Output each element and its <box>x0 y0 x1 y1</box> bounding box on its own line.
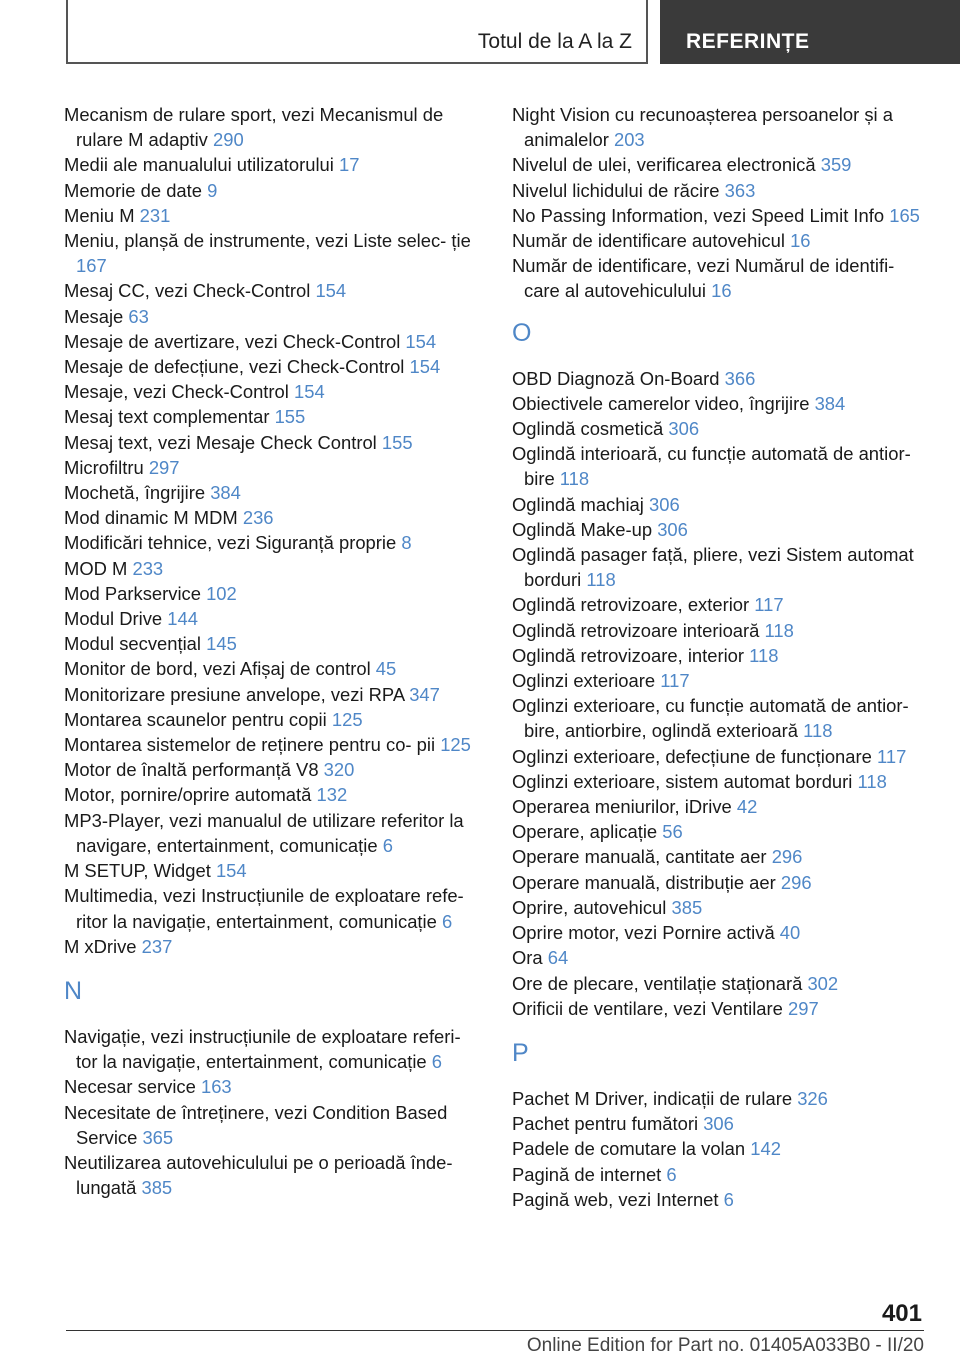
index-entry <box>512 618 932 643</box>
index-entry <box>512 416 932 441</box>
index-entry <box>512 996 932 1021</box>
index-entry-text: Mod dinamic M MDM <box>64 507 238 529</box>
index-column-right <box>512 102 932 1212</box>
index-page-link[interactable]: 125 <box>440 734 471 756</box>
index-entry-text: Oglindă retrovizoare interioară <box>512 619 760 641</box>
index-page-link[interactable]: 302 <box>807 972 839 994</box>
index-entry <box>512 441 932 491</box>
index-entry <box>64 178 484 203</box>
index-entry <box>64 530 484 555</box>
index-page-link[interactable]: 145 <box>206 633 237 655</box>
index-entry <box>64 782 484 807</box>
index-page-link[interactable]: 165 <box>889 204 920 226</box>
index-page-link[interactable]: 363 <box>724 179 756 201</box>
index-page-link[interactable]: 359 <box>820 154 852 176</box>
index-entry <box>512 744 932 769</box>
index-entry <box>512 1187 932 1212</box>
index-entry <box>64 606 484 631</box>
index-page-link[interactable]: 154 <box>215 860 247 882</box>
index-entry <box>64 505 484 530</box>
index-page-link[interactable]: 16 <box>790 230 811 252</box>
index-page-link[interactable]: 297 <box>148 456 180 478</box>
index-entry <box>512 492 932 517</box>
index-entry <box>64 707 484 732</box>
index-entry <box>512 971 932 996</box>
index-entry-text: Oglindă interioară, cu funcție automată de antior‐ bire <box>512 443 911 490</box>
chapter-title: Totul de la A la Z <box>477 30 632 53</box>
index-entry-text: Operare, aplicație <box>512 821 658 843</box>
index-entry-text: Nivelul de ulei, verificarea electronică <box>512 154 816 176</box>
index-entry-text: Oglinzi exterioare, cu funcție automată de antior‐ bire, antiorbire, oglindă exterioară <box>512 695 909 742</box>
index-entry-text: Oglindă Make-up <box>512 518 653 540</box>
index-page-link[interactable]: 320 <box>323 759 355 781</box>
index-entry-text: Mecanism de rulare sport, vezi Mecanismul de rulare M adaptiv <box>64 104 444 151</box>
index-page-link[interactable]: 306 <box>657 518 688 540</box>
index-entry <box>512 203 932 228</box>
index-entry-text: Monitorizare presiune anvelope, vezi RPA <box>64 683 405 705</box>
index-entry <box>64 757 484 782</box>
index-entry-text: Multimedia, vezi Instrucțiunile de exploatare refe‐ ritor la navigație, entertainment, comunicație <box>64 885 464 932</box>
index-page-link[interactable]: 290 <box>213 129 244 151</box>
index-entry-text: Oglindă cosmetică <box>512 418 664 440</box>
index-entry-text: Montarea scaunelor pentru copii <box>64 708 327 730</box>
index-entry <box>512 1162 932 1187</box>
index-entry-text: Medii ale manualului utilizatorului <box>64 154 334 176</box>
index-page-link[interactable]: 118 <box>764 619 794 641</box>
index-entry-text: Operare manuală, cantitate aer <box>512 846 767 868</box>
index-entry <box>512 819 932 844</box>
index-entry <box>64 1150 484 1200</box>
index-entry-text: Memorie de date <box>64 179 203 201</box>
index-entry-text: Meniu, planșă de instrumente, vezi Liste selec‐ ție <box>64 230 471 252</box>
index-page-link[interactable]: 117 <box>876 745 907 767</box>
index-entry <box>64 152 484 177</box>
index-entry <box>64 102 484 152</box>
index-page-link[interactable]: 347 <box>409 683 440 705</box>
index-entry <box>512 895 932 920</box>
index-page-link[interactable]: 6 <box>666 1163 677 1185</box>
index-entry <box>512 366 932 391</box>
index-entry-text: Modul Drive <box>64 608 163 630</box>
index-entry <box>512 542 932 592</box>
index-page-link[interactable]: 326 <box>797 1087 828 1109</box>
index-entry-text: Nivelul lichidului de răcire <box>512 179 720 201</box>
index-entry <box>512 228 932 253</box>
index-entry <box>64 404 484 429</box>
index-page-link[interactable]: 237 <box>141 935 173 957</box>
index-entry <box>512 769 932 794</box>
index-entry <box>64 934 484 959</box>
header-chapter-tab <box>66 0 648 64</box>
index-entry-text: Oprire, autovehicul <box>512 896 667 918</box>
index-entry <box>64 304 484 329</box>
index-entry-text: Mod Parkservice <box>64 582 201 604</box>
index-entry-text: MOD M <box>64 557 128 579</box>
index-entry-text: Microfiltru <box>64 456 144 478</box>
index-entry <box>64 581 484 606</box>
index-page-link[interactable]: 155 <box>381 431 413 453</box>
index-page-link[interactable]: 125 <box>331 708 363 730</box>
index-entry <box>512 844 932 869</box>
index-entry <box>512 152 932 177</box>
index-entry-text: Oglindă retrovizoare, interior <box>512 644 745 666</box>
index-entry <box>512 1136 932 1161</box>
index-entry-text: Night Vision cu recunoașterea persoanelor și a animalelor <box>512 104 893 151</box>
index-entry-text: Mesaje <box>64 305 124 327</box>
header-section-tab <box>660 0 960 64</box>
index-page-link[interactable]: 6 <box>431 1051 442 1073</box>
index-page-link[interactable]: 297 <box>788 997 819 1019</box>
index-entry-text: Mesaj text, vezi Mesaje Check Control <box>64 431 377 453</box>
index-entry <box>64 732 484 757</box>
index-entry <box>512 178 932 203</box>
index-page-link[interactable]: 384 <box>210 482 241 504</box>
index-entry-text: MP3-Player, vezi manualul de utilizare referitor la navigare, entertainment, comunicație <box>64 809 464 856</box>
index-letter-heading: P <box>512 1038 529 1067</box>
index-page-link[interactable]: 42 <box>736 796 758 818</box>
footer-divider <box>66 1330 924 1331</box>
index-page-link[interactable]: 154 <box>315 280 347 302</box>
index-entry-text: Oglindă pasager față, pliere, vezi Sistem automat borduri <box>512 544 914 591</box>
index-entry-text: No Passing Information, vezi Speed Limit Info <box>512 204 885 226</box>
index-page-link[interactable]: 365 <box>142 1126 174 1148</box>
index-entry-text: OBD Diagnoză On-Board <box>512 367 720 389</box>
index-entry <box>512 643 932 668</box>
index-entry <box>512 920 932 945</box>
index-entry-text: Obiectivele camerelor video, îngrijire <box>512 392 810 414</box>
index-page-link[interactable]: 117 <box>660 670 690 692</box>
index-page-link[interactable]: 167 <box>76 255 107 277</box>
index-entry <box>64 379 484 404</box>
index-page-link[interactable]: 40 <box>779 922 801 944</box>
index-page-link[interactable]: 16 <box>711 280 732 302</box>
index-entry-text: Mesaj CC, vezi Check-Control <box>64 280 311 302</box>
index-page-link[interactable]: 6 <box>723 1188 734 1210</box>
index-page-link[interactable]: 64 <box>547 947 569 969</box>
index-entry-text: Pagină de internet <box>512 1163 662 1185</box>
index-page-link[interactable]: 306 <box>649 493 680 515</box>
index-page-link[interactable]: 306 <box>668 418 700 440</box>
index-entry-text: Motor de înaltă performanță V8 <box>64 759 319 781</box>
index-page-link[interactable]: 118 <box>749 644 779 666</box>
index-page-link[interactable]: 296 <box>771 846 803 868</box>
index-entry-text: Operare manuală, distribuție aer <box>512 871 776 893</box>
index-entry <box>64 883 484 933</box>
index-page-link[interactable]: 154 <box>405 330 437 352</box>
index-entry <box>64 1074 484 1099</box>
page-number: 401 <box>881 1300 922 1327</box>
index-entry-text: M xDrive <box>64 935 137 957</box>
index-entry-text: Operarea meniurilor, iDrive <box>512 796 732 818</box>
index-page-link[interactable]: 163 <box>200 1076 232 1098</box>
index-entry-text: Montarea sistemelor de reținere pentru co‐ pii <box>64 734 436 756</box>
index-page-link[interactable]: 9 <box>207 179 218 201</box>
index-entry-text: Număr de identificare, vezi Numărul de identifi‐ care al autovehiculului <box>512 255 895 302</box>
index-entry <box>512 517 932 542</box>
index-column-left <box>64 102 484 1200</box>
index-entry <box>512 668 932 693</box>
index-entry <box>512 870 932 895</box>
index-page-link[interactable]: 154 <box>293 381 325 403</box>
section-title: REFERINȚE <box>686 30 810 53</box>
index-page-link[interactable]: 45 <box>375 658 397 680</box>
index-entry <box>512 592 932 617</box>
index-entry-text: Pachet M Driver, indicații de rulare <box>512 1087 793 1109</box>
index-page-link[interactable]: 144 <box>167 608 198 630</box>
index-entry <box>64 455 484 480</box>
index-page-link[interactable]: 132 <box>316 784 348 806</box>
index-entry <box>64 480 484 505</box>
index-page-link[interactable]: 155 <box>274 406 306 428</box>
index-entry-text: Mochetă, îngrijire <box>64 482 206 504</box>
index-page-link[interactable]: 17 <box>339 154 360 176</box>
index-entry-text: Orificii de ventilare, vezi Ventilare <box>512 997 783 1019</box>
index-entry <box>512 693 932 743</box>
index-letter-heading: O <box>512 318 532 347</box>
index-page-link[interactable]: 63 <box>128 305 149 327</box>
index-entry-text: Mesaje de defecțiune, vezi Check-Control <box>64 356 405 378</box>
index-page-link[interactable]: 236 <box>242 507 274 529</box>
index-entry-text: Ore de plecare, ventilație staționară <box>512 972 803 994</box>
index-page-link[interactable]: 296 <box>780 871 812 893</box>
index-entry-text: Necesar service <box>64 1076 196 1098</box>
index-page-link[interactable]: 231 <box>139 204 171 226</box>
index-entry-text: Pagină web, vezi Internet <box>512 1188 719 1210</box>
index-entry-text: Număr de identificare autovehicul <box>512 230 785 252</box>
index-page-link[interactable]: 366 <box>724 367 756 389</box>
index-page-link[interactable]: 6 <box>382 834 393 856</box>
index-page-link[interactable]: 117 <box>754 594 784 616</box>
index-page-link[interactable]: 56 <box>662 821 683 843</box>
index-page-link[interactable]: 102 <box>206 582 237 604</box>
index-entry-text: Monitor de bord, vezi Afișaj de control <box>64 658 371 680</box>
index-page-link[interactable]: 118 <box>857 770 887 792</box>
index-entry <box>64 656 484 681</box>
index-entry-text: Pachet pentru fumători <box>512 1113 699 1135</box>
index-page-link[interactable]: 6 <box>441 910 453 932</box>
index-page-link[interactable]: 385 <box>671 896 703 918</box>
index-entry <box>64 354 484 379</box>
index-entry-text: Oglindă retrovizoare, exterior <box>512 594 750 616</box>
index-entry-text: Oglinzi exterioare, sistem automat borduri <box>512 770 853 792</box>
index-entry <box>512 253 932 303</box>
index-page-link[interactable]: 384 <box>814 392 846 414</box>
index-entry <box>64 430 484 455</box>
index-entry-text: Modul secvențial <box>64 633 201 655</box>
index-page-link[interactable]: 233 <box>132 557 164 579</box>
index-entry-text: Oglindă machiaj <box>512 493 644 515</box>
index-entry-text: Necesitate de întreținere, vezi Condition Based Service <box>64 1101 448 1148</box>
index-entry <box>512 945 932 970</box>
index-page-link[interactable]: 142 <box>750 1138 781 1160</box>
index-entry <box>64 278 484 303</box>
index-entry <box>64 858 484 883</box>
index-letter-heading: N <box>64 976 83 1005</box>
edition-footer: Online Edition for Part no. 01405A033B0 - II/20 <box>526 1335 924 1356</box>
index-entry-text: Mesaje, vezi Check-Control <box>64 381 289 403</box>
index-entry-text: Ora <box>512 947 543 969</box>
index-entry <box>512 794 932 819</box>
index-entry <box>64 228 484 278</box>
index-entry-text: Modificări tehnice, vezi Siguranță proprie <box>64 532 397 554</box>
index-entry <box>512 391 932 416</box>
index-entry-text: M SETUP, Widget <box>64 860 211 882</box>
index-page-link[interactable]: 118 <box>586 569 616 591</box>
index-page-link[interactable]: 385 <box>141 1177 173 1199</box>
index-entry <box>64 329 484 354</box>
index-page-link[interactable]: 118 <box>559 468 590 490</box>
index-entry-text: Neutilizarea autovehiculului pe o perioadă înde‐ lungată <box>64 1151 453 1199</box>
index-page-link[interactable]: 118 <box>803 720 833 742</box>
index-entry <box>512 102 932 152</box>
index-entry-text: Navigație, vezi instrucțiunile de exploatare referi‐ tor la navigație, entertainment, comunicație <box>64 1025 461 1073</box>
index-entry <box>64 631 484 656</box>
index-entry <box>512 1086 932 1111</box>
index-entry-text: Oglinzi exterioare <box>512 670 656 692</box>
index-entry-text: Mesaje de avertizare, vezi Check-Control <box>64 330 401 352</box>
index-entry-text: Mesaj text complementar <box>64 406 270 428</box>
index-entry <box>64 1100 484 1150</box>
index-entry-text: Oglinzi exterioare, defecțiune de funcționare <box>512 745 872 767</box>
index-page-link[interactable]: 306 <box>703 1113 734 1135</box>
index-page-link[interactable]: 203 <box>613 129 645 151</box>
index-entry-text: Padele de comutare la volan <box>512 1138 746 1160</box>
index-entry <box>512 1111 932 1136</box>
index-page-link[interactable]: 154 <box>409 356 441 378</box>
index-entry-text: Meniu M <box>64 204 135 226</box>
index-entry-text: Oprire motor, vezi Pornire activă <box>512 922 775 944</box>
index-entry <box>64 808 484 858</box>
index-entry-text: Motor, pornire/oprire automată <box>64 784 312 806</box>
index-entry <box>64 556 484 581</box>
index-page-link[interactable]: 8 <box>401 532 412 554</box>
index-entry <box>64 1024 484 1074</box>
index-entry <box>64 203 484 228</box>
index-entry <box>64 682 484 707</box>
